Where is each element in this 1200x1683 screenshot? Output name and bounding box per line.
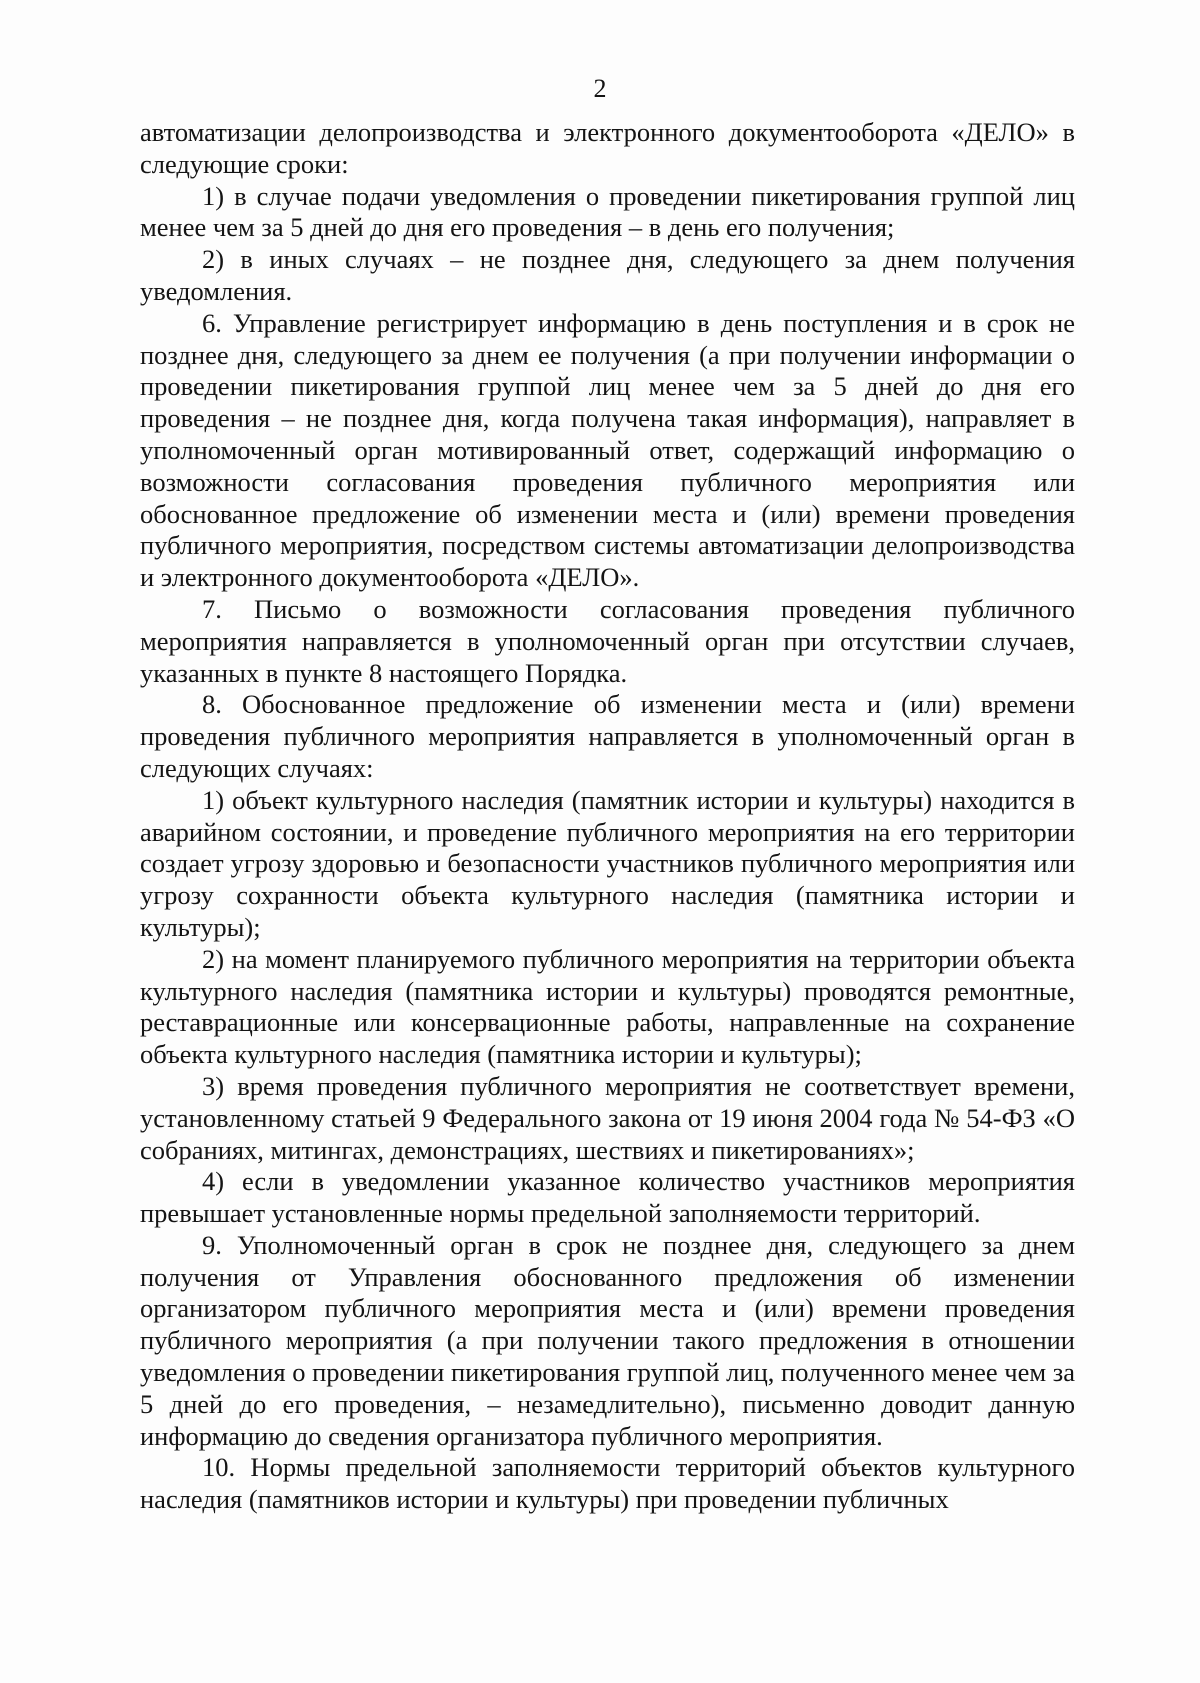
paragraph-item-8-subitem-2: 2) на момент планируемого публичного мероприятия на территории объекта культурного наследия (памятника истории и культуры) проводятся ремонтные, реставрационные или консервационные работы, направленные на сохранение объекта культурного наследия (памятника истории и культуры); <box>140 943 1075 1070</box>
paragraph-subitem-2: 2) в иных случаях – не позднее дня, следующего за днем получения уведомления. <box>140 244 1075 306</box>
paragraph-item-6: 6. Управление регистрирует информацию в день поступления и в срок не позднее дня, следующего за днем ее получения (а при получении информации о проведении пикетирования группой лиц менее чем за 5 дней до дня его проведения – не позднее дня, когда получена такая информация), направляет в уполномоченный орган мотивированный ответ, содержащий информацию о возможности согласования проведения публичного мероприятия или обоснованное предложение об изменении места и (или) времени проведения публичного мероприятия, посредством системы автоматизации делопроизводства и электронного документооборота «ДЕЛО». <box>140 307 1075 593</box>
paragraph-continuation: автоматизации делопроизводства и электронного документооборота «ДЕЛО» в следующие сроки: <box>140 117 1075 179</box>
document-body <box>140 117 1075 1516</box>
paragraph-item-10: 10. Нормы предельной заполняемости территорий объектов культурного наследия (памятников истории и культуры) при проведении публичных <box>140 1452 1075 1515</box>
page-number: 2 <box>593 74 607 103</box>
paragraph-item-8-subitem-3: 3) время проведения публичного мероприятия не соответствует времени, установленному статьей 9 Федерального закона от 19 июня 2004 года № 54-ФЗ «О собраниях, митингах, демонстрациях, шествиях и пикетированиях»; <box>140 1070 1075 1165</box>
paragraph-item-8: 8. Обоснованное предложение об изменении места и (или) времени проведения публичного мероприятия направляется в уполномоченный орган в следующих случаях: <box>140 689 1075 783</box>
paragraph-subitem-1: 1) в случае подачи уведомления о проведении пикетирования группой лиц менее чем за 5 дней до дня его проведения – в день его получения; <box>140 180 1075 243</box>
paragraph-item-8-subitem-1: 1) объект культурного наследия (памятник истории и культуры) находится в аварийном состоянии, и проведение публичного мероприятия на его территории создает угрозу здоровью и безопасности участников публичного мероприятия или угрозу сохранности объекта культурного наследия (памятника истории и культуры); <box>140 784 1075 942</box>
paragraph-item-9: 9. Уполномоченный орган в срок не позднее дня, следующего за днем получения от Управления обоснованного предложения об изменении организатором публичного мероприятия места и (или) времени проведения публичного мероприятия (а при получении такого предложения в отношении уведомления о проведении пикетирования группой лиц, полученного менее чем за 5 дней до его проведения, – незамедлительно), письменно доводит данную информацию до сведения организатора публичного мероприятия. <box>140 1229 1075 1451</box>
paragraph-item-8-subitem-4: 4) если в уведомлении указанное количество участников мероприятия превышает установленные нормы предельной заполняемости территорий. <box>140 1166 1075 1229</box>
paragraph-item-7: 7. Письмо о возможности согласования проведения публичного мероприятия направляется в уполномоченный орган при отсутствии случаев, указанных в пункте 8 настоящего Порядка. <box>140 593 1075 688</box>
